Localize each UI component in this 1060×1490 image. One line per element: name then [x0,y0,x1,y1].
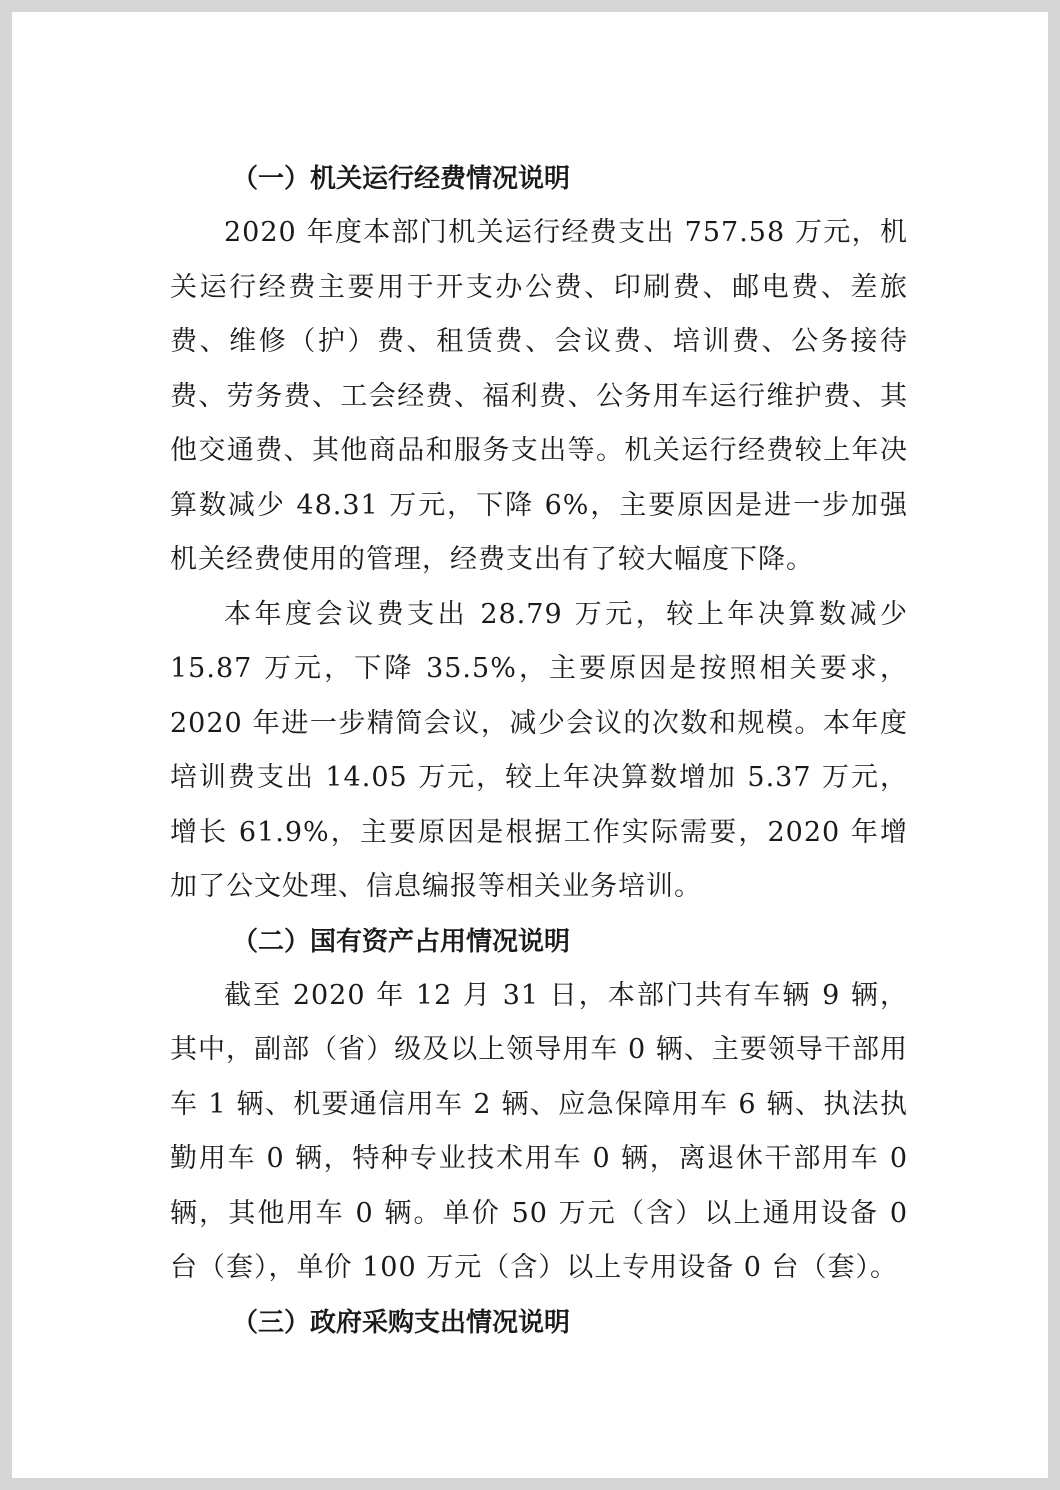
document-body [170,152,908,1350]
section-heading-1: （一）机关运行经费情况说明 [232,164,571,194]
section-heading-3: （三）政府采购支出情况说明 [232,1307,571,1338]
paragraph-meeting-training-expenses: 本年度会议费支出 28.79 万元，较上年决算数减少 15.87 万元，下降 35.5%，主要原因是按照相关要求，2020 年进一步精简会议，减少会议的次数和规模。本年度培训费支出 14.05 万元，较上年决算数增加 5.37 万元，增长 61.9%，主要原因是根据工作实际需要，2020 年增加了公文处理、信息编报等相关业务培训。 [170,598,908,902]
document-page [12,12,1048,1478]
paragraph-operating-expenses: 2020 年度本部门机关运行经费支出 757.58 万元，机关运行经费主要用于开支办公费、印刷费、邮电费、差旅费、维修（护）费、租赁费、会议费、培训费、公务接待费、劳务费、工会经费、福利费、公务用车运行维护费、其他交通费、其他商品和服务支出等。机关运行经费较上年决算数减少 48.31 万元，下降 6%，主要原因是进一步加强机关经费使用的管理，经费支出有了较大幅度下降。 [170,217,908,575]
paragraph-state-assets: 截至 2020 年 12 月 31 日，本部门共有车辆 9 辆，其中，副部（省）级及以上领导用车 0 辆、主要领导干部用车 1 辆、机要通信用车 2 辆、应急保障用车 6 辆、执法执勤用车 0 辆，特种专业技术用车 0 辆，离退休干部用车 0 辆，其他用车 0 辆。单价 50 万元（含）以上通用设备 0 台（套），单价 100 万元（含）以上专用设备 0 台（套）。 [170,979,908,1283]
section-heading-2: （二）国有资产占用情况说明 [232,926,571,957]
